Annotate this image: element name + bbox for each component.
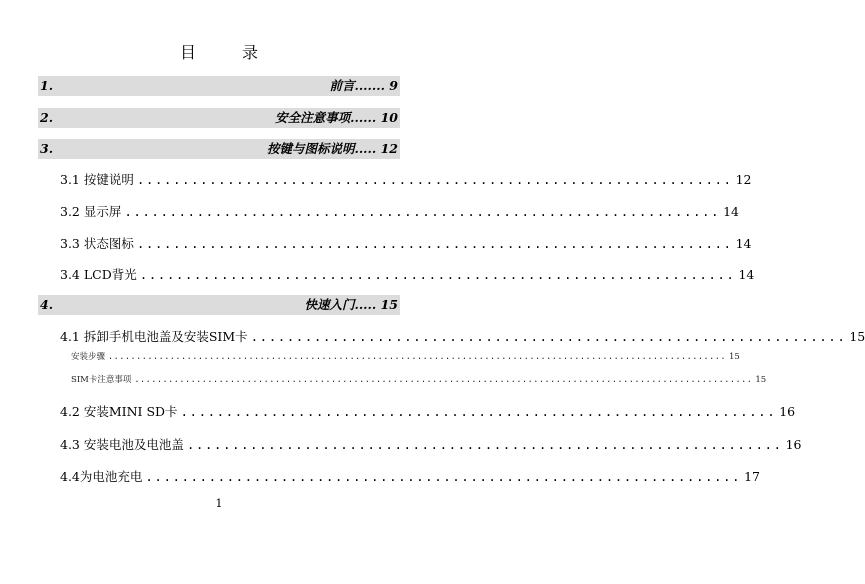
dot-leader: .................................................................. <box>250 329 847 344</box>
toc-title-char-2: 录 <box>242 43 259 62</box>
entry-page: 15 <box>755 375 767 385</box>
toc-chapter-4[interactable] <box>38 295 400 315</box>
chapter-number: 2. <box>40 110 54 125</box>
toc-entry-4-3[interactable] <box>60 436 802 454</box>
entry-page: 15 <box>728 352 740 362</box>
entry-label: SIM卡注意事项 <box>71 375 132 385</box>
page-number: 1 <box>215 497 223 510</box>
entry-page: 14 <box>735 236 752 251</box>
entry-page: 17 <box>744 469 760 484</box>
entry-page: 14 <box>723 204 739 219</box>
dot-leader: .................................................................. <box>145 469 742 484</box>
chapter-title: 按键与图标说明..... 12 <box>266 141 398 156</box>
chapter-number: 4. <box>40 297 54 312</box>
chapter-number: 3. <box>40 141 54 156</box>
toc-subentry-install-steps[interactable] <box>71 350 740 364</box>
toc-entry-3-4[interactable] <box>60 266 755 284</box>
entry-page: 14 <box>738 267 755 282</box>
entry-page: 16 <box>779 404 796 419</box>
entry-page: 12 <box>735 172 752 187</box>
entry-label: 4.3 安装电池及电池盖 <box>60 437 184 452</box>
entry-label: 4.1 拆卸手机电池盖及安装SIM卡 <box>60 329 248 344</box>
dot-leader: .................................................................. <box>186 437 783 452</box>
toc-entry-3-2[interactable] <box>60 203 739 221</box>
toc-entry-3-1[interactable] <box>60 171 752 189</box>
entry-label: 3.1 按键说明 <box>60 172 134 187</box>
dot-leader: .................................................................. <box>136 172 733 187</box>
entry-page: 16 <box>785 437 802 452</box>
dot-leader: .............................................................................................................. <box>108 352 726 362</box>
dot-leader: .................................................................. <box>136 236 733 251</box>
dot-leader: .................................................................. <box>180 404 777 419</box>
toc-chapter-1[interactable] <box>38 76 400 96</box>
entry-label: 4.4为电池充电 <box>60 469 143 484</box>
chapter-title: 安全注意事项...... 10 <box>275 110 398 125</box>
chapter-title: 快速入门..... 15 <box>304 297 398 312</box>
toc-entry-4-4[interactable] <box>60 468 760 486</box>
toc-title-char-1: 目 <box>179 43 196 62</box>
toc-chapter-2[interactable] <box>38 108 400 128</box>
chapter-number: 1. <box>40 78 54 93</box>
entry-page: 15 <box>849 329 865 344</box>
toc-entry-4-1[interactable] <box>60 328 865 346</box>
toc-entry-3-3[interactable] <box>60 235 752 253</box>
chapter-title: 前言....... 9 <box>329 78 398 93</box>
entry-label: 3.2 显示屏 <box>60 204 122 219</box>
toc-subentry-sim-notes[interactable] <box>71 373 767 387</box>
dot-leader: .................................................................. <box>124 204 721 219</box>
dot-leader: .............................................................................................................. <box>134 375 753 385</box>
toc-chapter-3[interactable] <box>38 139 400 159</box>
entry-label: 3.4 LCD背光 <box>60 267 137 282</box>
entry-label: 4.2 安装MINI SD卡 <box>60 404 178 419</box>
entry-label: 安装步骤 <box>71 352 106 362</box>
toc-entry-4-2[interactable] <box>60 403 796 421</box>
dot-leader: .................................................................. <box>139 267 736 282</box>
entry-label: 3.3 状态图标 <box>60 236 134 251</box>
toc-title <box>0 40 438 63</box>
